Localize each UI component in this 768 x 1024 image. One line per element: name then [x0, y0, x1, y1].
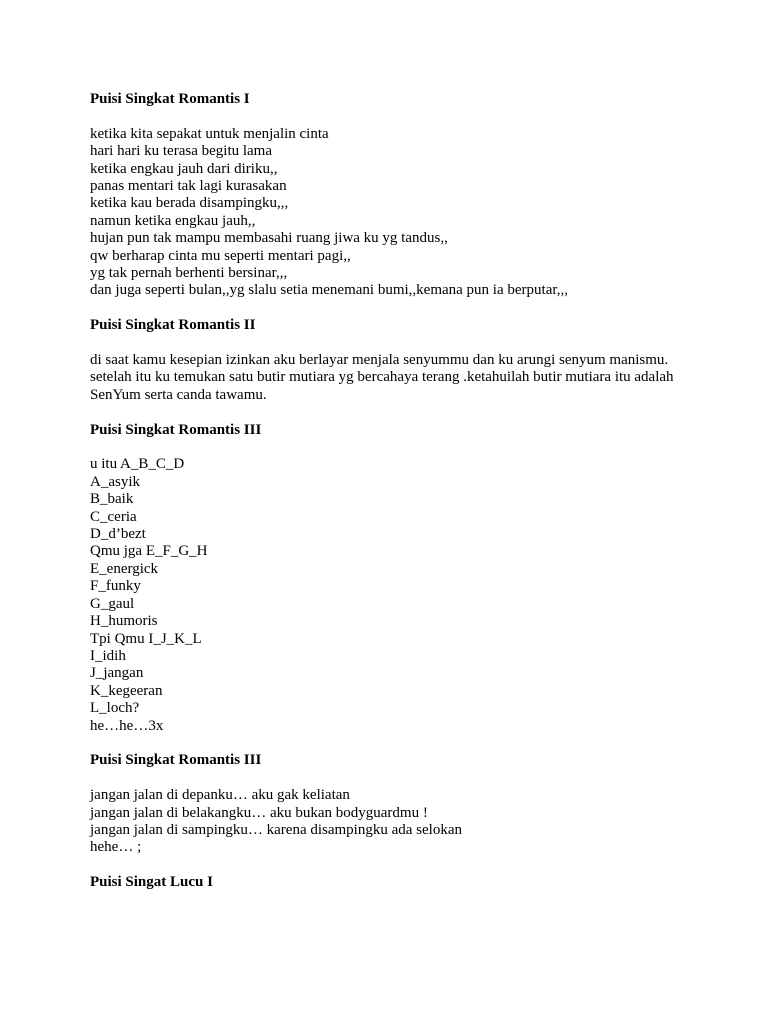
poem-line: namun ketika engkau jauh,,	[90, 212, 256, 229]
poem-line: ketika kita sepakat untuk menjalin cinta	[90, 125, 329, 142]
poem-line: E_energick	[90, 560, 159, 577]
poem-line: jangan jalan di belakangku… aku bukan bodyguardmu !	[90, 804, 428, 821]
poem-line: Qmu jga E_F_G_H	[90, 543, 208, 560]
section-2	[90, 317, 730, 404]
poem-line: jangan jalan di sampingku… karena disampingku ada selokan	[90, 821, 462, 838]
section-5	[90, 874, 730, 891]
poem-line: jangan jalan di depanku… aku gak keliatan	[90, 787, 350, 804]
section-title: Puisi Singkat Romantis I	[90, 91, 250, 107]
poem-line: J_jangan	[90, 665, 144, 682]
section-4	[90, 752, 730, 856]
poem-line: G_gaul	[90, 595, 135, 612]
poem-line: he…he…3x	[90, 717, 164, 734]
poem-line: C_ceria	[90, 508, 137, 525]
poem-line: Tpi Qmu I_J_K_L	[90, 630, 202, 647]
poem-line: B_baik	[90, 491, 134, 508]
poem-body	[90, 352, 730, 404]
poem-line: H_humoris	[90, 613, 158, 630]
poem-line: L_loch?	[90, 700, 140, 717]
poem-line: hujan pun tak mampu membasahi ruang jiwa ku yg tandus,,	[90, 230, 448, 247]
section-1	[90, 91, 730, 300]
poem-line: qw berharap cinta mu seperti mentari pagi,,	[90, 247, 351, 264]
poem-line: panas mentari tak lagi kurasakan	[90, 178, 287, 195]
poem-body	[90, 787, 730, 857]
poem-line: setelah itu ku temukan satu butir mutiara yg bercahaya terang .ketahuilah butir mutiara itu adalah	[90, 369, 674, 386]
section-title: Puisi Singkat Romantis III	[90, 752, 262, 769]
poem-line: F_funky	[90, 578, 141, 595]
poem-line: dan juga seperti bulan,,yg slalu setia menemani bumi,,kemana pun ia berputar,,,	[90, 282, 569, 299]
poem-line: ketika kau berada disampingku,,,	[90, 195, 289, 212]
poem-line: D_d’bezt	[90, 526, 146, 543]
poem-line: u itu A_B_C_D	[90, 456, 185, 473]
poem-line: I_idih	[90, 647, 126, 664]
poem-line: yg tak pernah berhenti bersinar,,,	[90, 265, 288, 282]
poem-line: ketika engkau jauh dari diriku,,	[90, 160, 278, 177]
poem-line: di saat kamu kesepian izinkan aku berlayar menjala senyummu dan ku arungi senyum manismu.	[90, 352, 669, 369]
poem-body	[90, 126, 730, 300]
poem-line: SenYum serta canda tawamu.	[90, 386, 267, 403]
section-3	[90, 422, 730, 735]
poem-line: hehe… ;	[90, 839, 142, 856]
section-title: Puisi Singkat Romantis III	[90, 421, 262, 438]
section-title: Puisi Singkat Romantis II	[90, 317, 256, 334]
document-page	[90, 91, 730, 909]
poem-body	[90, 456, 730, 735]
poem-line: hari hari ku terasa begitu lama	[90, 143, 273, 160]
poem-line: K_kegeeran	[90, 682, 163, 699]
section-title: Puisi Singat Lucu I	[90, 874, 213, 891]
poem-line: A_asyik	[90, 473, 140, 490]
